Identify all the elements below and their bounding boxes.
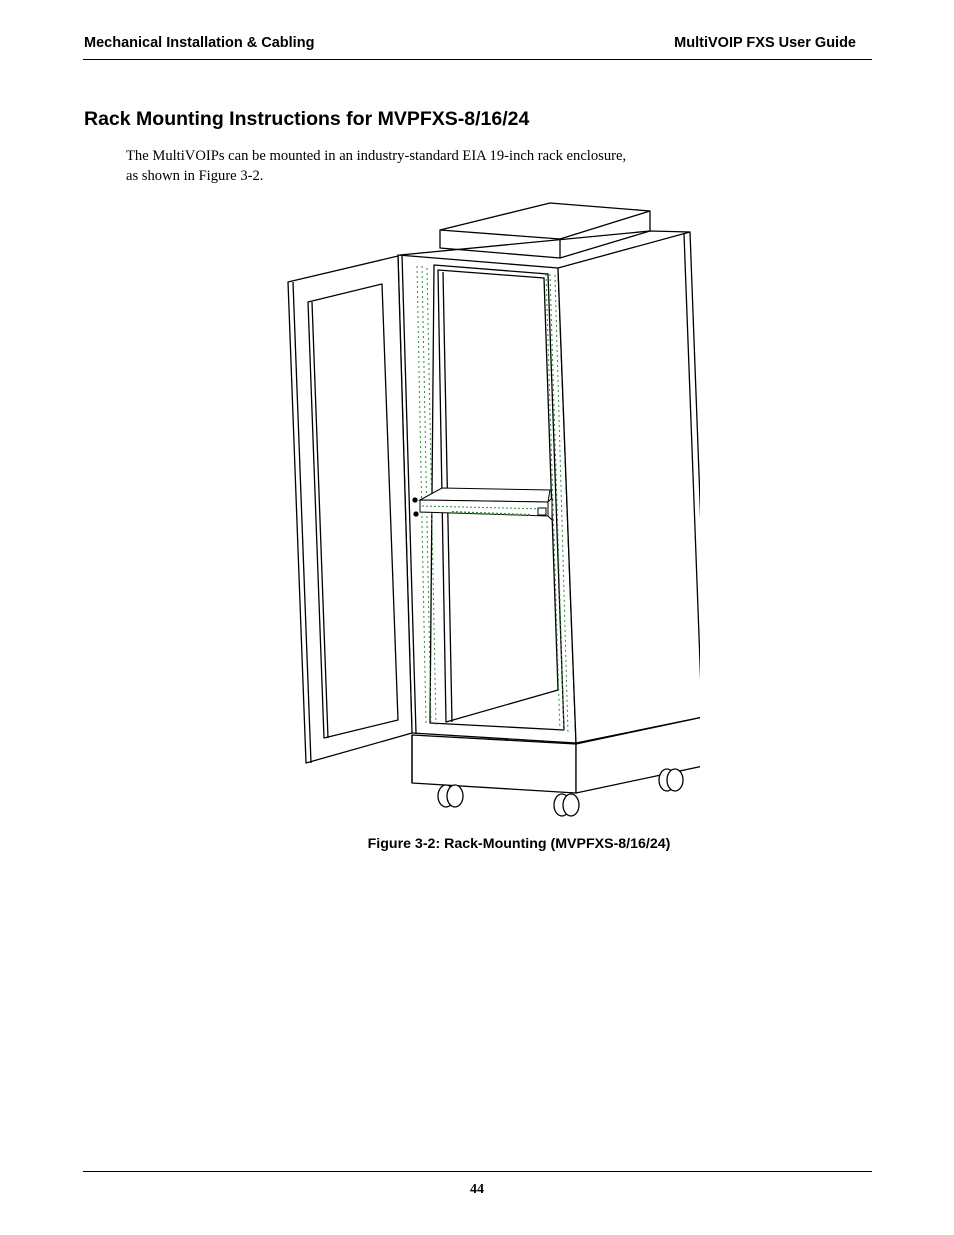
open-door (288, 256, 412, 763)
rack-mounting-figure (280, 198, 700, 828)
figure-caption: Figure 3-2: Rack-Mounting (MVPFXS-8/16/24) (367, 836, 671, 852)
paragraph-line-2: as shown in Figure 3-2. (126, 168, 264, 184)
top-box (440, 203, 650, 258)
footer-rule (83, 1171, 872, 1172)
paragraph-line-1: The MultiVOIPs can be mounted in an industry-standard EIA 19-inch rack enclosure, (126, 148, 627, 164)
body-paragraph (126, 146, 726, 186)
cabinet-body (398, 231, 700, 743)
header-guide-title: MultiVOIP FXS User Guide (674, 35, 856, 51)
header-section-name: Mechanical Installation & Cabling (84, 35, 315, 51)
page-number: 44 (470, 1182, 484, 1197)
section-title: Rack Mounting Instructions for MVPFXS-8/16/24 (84, 108, 530, 130)
page-header (83, 33, 872, 60)
rack-cabinet-illustration (280, 198, 700, 828)
